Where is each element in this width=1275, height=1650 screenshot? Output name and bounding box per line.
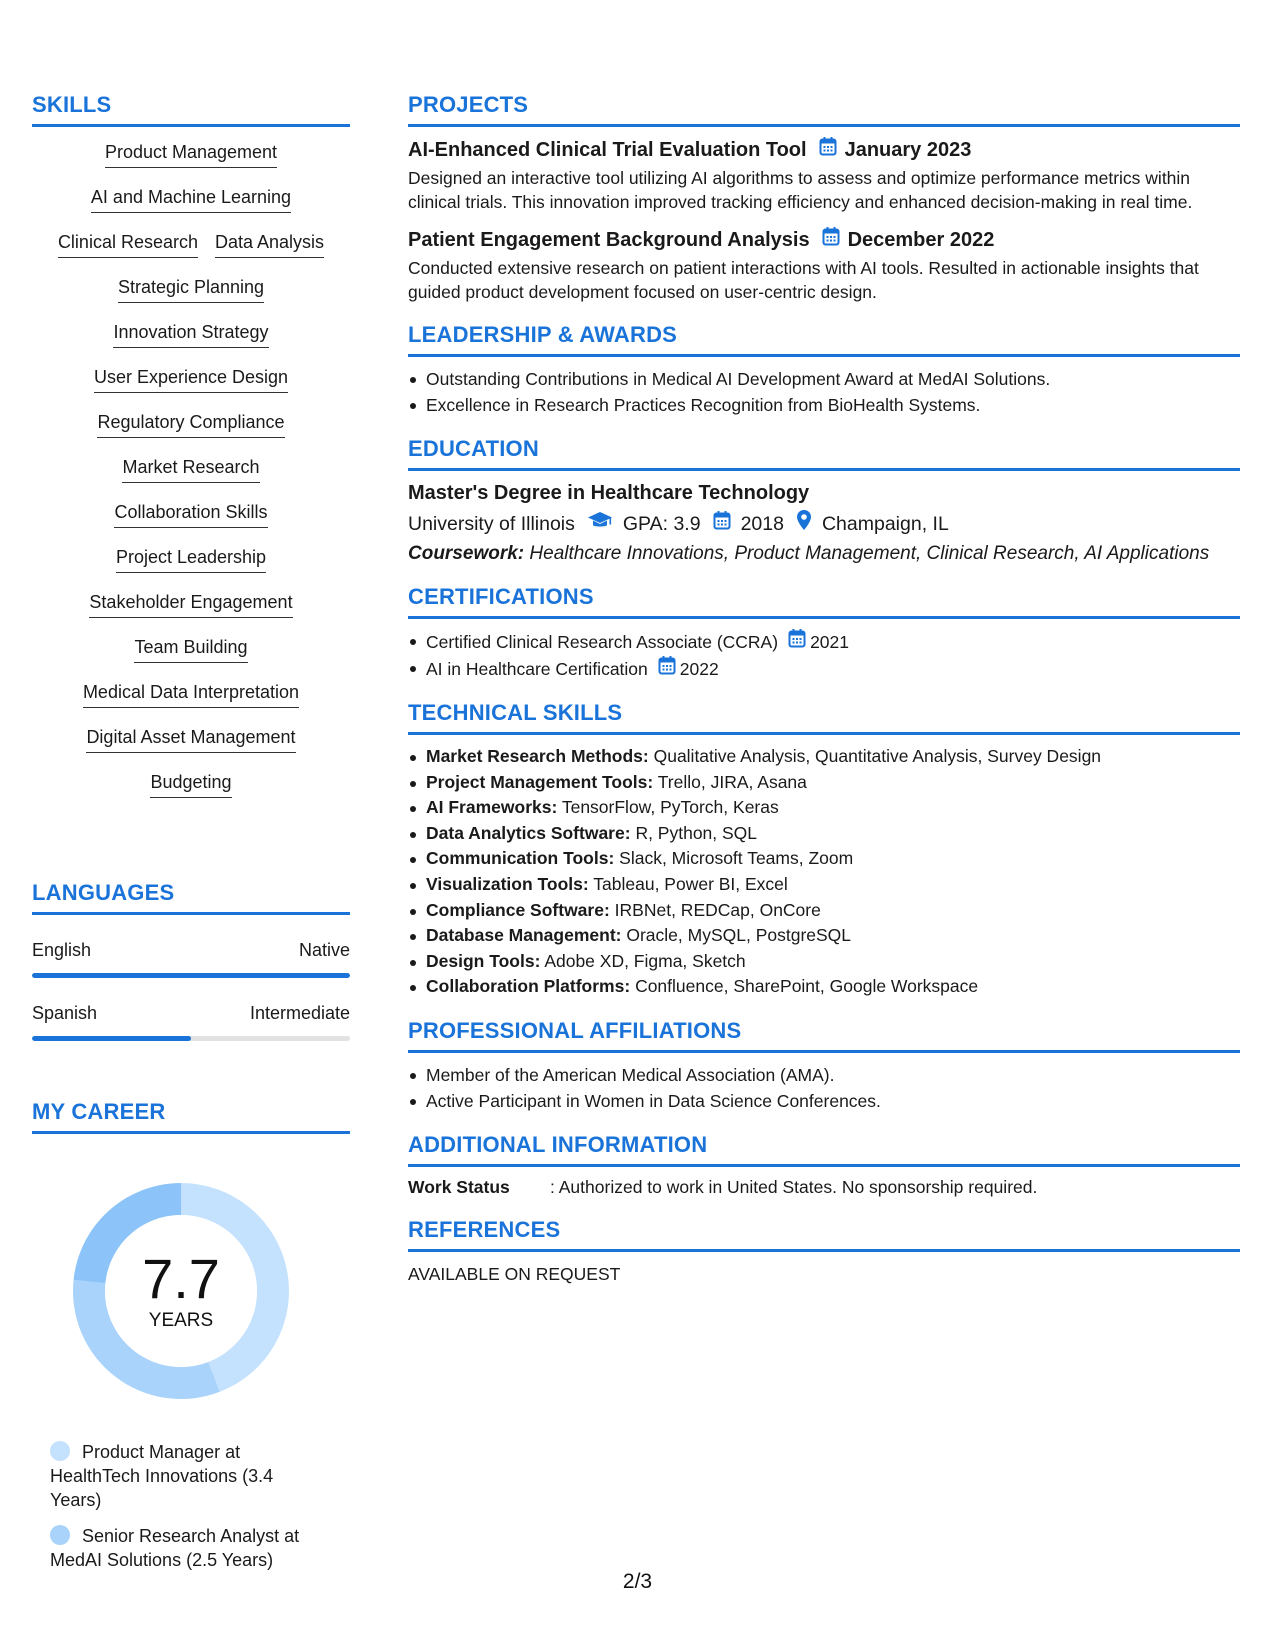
leadership-section (408, 322, 1240, 418)
projects-section (408, 92, 1240, 304)
coursework-label: Coursework: (408, 543, 525, 564)
technical-skill-values: Adobe XD, Figma, Sketch (544, 950, 746, 971)
skills-heading: SKILLS (32, 92, 112, 117)
skill-tag: Product Management (105, 141, 277, 168)
technical-skill-category: Collaboration Platforms: (426, 976, 631, 997)
technical-skill-category: Market Research Methods: (426, 746, 649, 766)
references-text: AVAILABLE ON REQUEST (408, 1263, 621, 1284)
career-legend-item (50, 1524, 320, 1572)
award-item: Excellence in Research Practices Recognition from BioHealth Systems. (408, 392, 1240, 418)
technical-skill-category: Project Management Tools: (426, 771, 654, 792)
section-divider (408, 1164, 1240, 1167)
language-row (32, 939, 350, 961)
section-divider (408, 1050, 1240, 1053)
section-divider (408, 1249, 1240, 1252)
leadership-list (408, 366, 1240, 418)
project-item (408, 136, 1240, 214)
technical-skill-item (408, 744, 1240, 770)
skill-tag: Budgeting (150, 771, 231, 798)
career-total-years: 7.7 (142, 1247, 220, 1310)
map-pin-icon (796, 509, 812, 539)
language-proficiency-fill (32, 1036, 191, 1041)
gpa: GPA: 3.9 (622, 513, 701, 535)
technical-skill-item (408, 898, 1240, 924)
skill-tag: Project Leadership (116, 546, 266, 573)
language-item (32, 939, 350, 978)
graduation-cap-icon (587, 510, 613, 538)
affiliations-section (408, 1018, 1240, 1114)
skill-tag: Stakeholder Engagement (89, 591, 292, 618)
skill-tag: Innovation Strategy (113, 321, 268, 348)
skill-row (94, 366, 288, 411)
projects-heading: PROJECTS (408, 92, 529, 117)
project-header (408, 136, 1240, 163)
technical-skill-category: Database Management: (426, 925, 622, 946)
degree-title: Master's Degree in Healthcare Technology (408, 482, 810, 504)
technical-skill-values: Slack, Microsoft Teams, Zoom (619, 848, 854, 869)
skill-tag: Strategic Planning (118, 276, 264, 303)
technical-skill-item (408, 949, 1240, 975)
section-divider (408, 732, 1240, 735)
project-date: January 2023 (844, 138, 972, 161)
technical-skill-item (408, 846, 1240, 872)
right-column (408, 92, 1240, 1286)
skill-row (105, 141, 277, 186)
certifications-heading: CERTIFICATIONS (408, 584, 594, 609)
skill-row (150, 771, 231, 816)
technical-skill-values: R, Python, SQL (635, 822, 758, 843)
technical-skill-item (408, 770, 1240, 796)
technical-skill-values: Confluence, SharePoint, Google Workspace (635, 976, 979, 997)
technical-skill-item (408, 923, 1240, 949)
language-item (32, 1002, 350, 1041)
education-details (408, 509, 1240, 539)
technical-skill-item (408, 872, 1240, 898)
skill-row (91, 186, 291, 231)
technical-skills-heading: TECHNICAL SKILLS (408, 700, 623, 725)
technical-skill-values: Trello, JIRA, Asana (657, 771, 807, 792)
school-name: University of Illinois (408, 513, 575, 535)
section-divider (32, 124, 350, 127)
award-item: Outstanding Contributions in Medical AI Development Award at MedAI Solutions. (408, 366, 1240, 392)
education-section (408, 436, 1240, 566)
affiliations-list (408, 1062, 1240, 1114)
certification-item (408, 655, 1240, 682)
skill-tag: Data Analysis (215, 231, 324, 258)
section-divider (32, 912, 350, 915)
graduation-year: 2018 (740, 513, 784, 535)
skill-tag: Medical Data Interpretation (83, 681, 299, 708)
skill-row (86, 726, 295, 771)
project-description: Conducted extensive research on patient interactions with AI tools. Resulted in actionable insights that guided product development focused on user-centric design. (408, 258, 1199, 302)
certification-year-wrap (658, 655, 719, 682)
coursework (408, 542, 1240, 566)
technical-skill-category: Design Tools: (426, 950, 541, 971)
language-level: Intermediate (249, 1003, 350, 1023)
school-location: Champaign, IL (821, 513, 949, 535)
technical-skill-item (408, 795, 1240, 821)
career-donut-chart (66, 1176, 296, 1406)
technical-skill-values: IRBNet, REDCap, OnCore (614, 899, 821, 920)
skill-tag: Market Research (122, 456, 259, 483)
career-role-label: Product Manager at HealthTech Innovations (3.4 Years) (50, 1442, 274, 1510)
calendar-icon (713, 510, 731, 538)
work-status-value: : Authorized to work in United States. No sponsorship required. (550, 1176, 1038, 1197)
skill-tag: Digital Asset Management (86, 726, 295, 753)
skill-row (97, 411, 284, 456)
section-divider (408, 354, 1240, 357)
language-name: Spanish (32, 1003, 98, 1023)
leadership-heading: LEADERSHIP & AWARDS (408, 322, 678, 347)
additional-info-heading: ADDITIONAL INFORMATION (408, 1131, 708, 1157)
certification-item (408, 628, 1240, 655)
career-role-label: Senior Research Analyst at MedAI Solutions (2.5 Years) (50, 1526, 300, 1570)
skill-tag: Clinical Research (58, 231, 198, 258)
technical-skill-category: Data Analytics Software: (426, 822, 631, 843)
skill-row (114, 501, 267, 546)
references-heading: REFERENCES (408, 1216, 561, 1242)
project-header (408, 226, 1240, 253)
skill-tag: Team Building (134, 636, 247, 663)
skill-row (58, 231, 324, 276)
projects-list (408, 136, 1240, 304)
references-section (408, 1217, 1240, 1286)
skill-tag: Regulatory Compliance (97, 411, 284, 438)
affiliations-heading: PROFESSIONAL AFFILIATIONS (408, 1017, 742, 1043)
language-proficiency-bar (32, 1036, 350, 1041)
calendar-icon (819, 136, 837, 163)
skill-tag: Collaboration Skills (114, 501, 267, 528)
skills-list (32, 141, 350, 816)
technical-skill-category: Visualization Tools: (426, 873, 589, 894)
skill-row (118, 276, 264, 321)
career-section (32, 1099, 350, 1572)
affiliation-item: Active Participant in Women in Data Science Conferences. (408, 1088, 1240, 1114)
technical-skill-item (408, 974, 1240, 1000)
section-divider (32, 1131, 350, 1134)
technical-skill-values: Tableau, Power BI, Excel (593, 873, 788, 894)
project-name: Patient Engagement Background Analysis (408, 228, 810, 251)
language-proficiency-fill (32, 973, 350, 978)
certification-year: 2022 (679, 658, 719, 679)
languages-list (32, 939, 350, 1041)
skill-row (89, 591, 292, 636)
technical-skill-category: Compliance Software: (426, 899, 610, 920)
page-number: 2/3 (622, 1570, 653, 1593)
career-heading: MY CAREER (32, 1099, 166, 1124)
certification-year: 2021 (810, 631, 849, 652)
skill-row (83, 681, 299, 726)
work-status-row (408, 1175, 1240, 1199)
calendar-icon (822, 226, 840, 253)
work-status-label: Work Status (408, 1176, 510, 1197)
language-proficiency-bar (32, 973, 350, 978)
technical-skill-values: Qualitative Analysis, Quantitative Analysis, Survey Design (653, 746, 1102, 766)
career-legend-item (50, 1440, 320, 1512)
certifications-list (408, 628, 1240, 682)
skill-row (113, 321, 268, 366)
technical-skills-section (408, 700, 1240, 1000)
technical-skill-category: Communication Tools: (426, 848, 615, 869)
left-column (32, 92, 350, 1584)
certifications-section (408, 584, 1240, 682)
technical-skill-values: Oracle, MySQL, PostgreSQL (626, 925, 852, 946)
certification-name: Certified Clinical Research Associate (CCRA) (426, 632, 779, 652)
technical-skill-item (408, 821, 1240, 847)
project-description: Designed an interactive tool utilizing AI algorithms to assess and optimize performance metrics within clinical trials. This innovation improved tracking efficiency and enhanced decision-making in real time. (408, 168, 1193, 212)
certification-year-wrap (788, 628, 849, 655)
calendar-icon (658, 655, 676, 682)
skill-row (116, 546, 266, 591)
education-heading: EDUCATION (408, 436, 539, 461)
legend-swatch (50, 1441, 70, 1461)
technical-skill-category: AI Frameworks: (426, 797, 558, 818)
calendar-icon (788, 628, 806, 655)
project-item (408, 226, 1240, 304)
technical-skills-list (408, 744, 1240, 1000)
skill-tag: User Experience Design (94, 366, 288, 393)
skill-row (134, 636, 247, 681)
section-divider (408, 616, 1240, 619)
career-unit-label: YEARS (148, 1310, 214, 1331)
project-date: December 2022 (847, 228, 995, 251)
affiliation-item: Member of the American Medical Association (AMA). (408, 1062, 1240, 1088)
technical-skill-values: TensorFlow, PyTorch, Keras (561, 797, 779, 818)
language-name: English (32, 940, 92, 960)
additional-info-section (408, 1132, 1240, 1199)
section-divider (408, 124, 1240, 127)
section-divider (408, 468, 1240, 471)
languages-heading: LANGUAGES (32, 880, 175, 905)
skills-section (32, 92, 350, 816)
skill-row (122, 456, 259, 501)
certification-name: AI in Healthcare Certification (426, 659, 648, 679)
skill-tag: AI and Machine Learning (91, 186, 291, 213)
coursework-list: Healthcare Innovations, Product Management, Clinical Research, AI Applications (529, 543, 1210, 564)
languages-section (32, 880, 350, 1041)
legend-swatch (50, 1525, 70, 1545)
language-row (32, 1002, 350, 1024)
career-legend (50, 1440, 320, 1572)
language-level: Native (298, 940, 350, 960)
project-name: AI-Enhanced Clinical Trial Evaluation Tool (408, 138, 807, 161)
